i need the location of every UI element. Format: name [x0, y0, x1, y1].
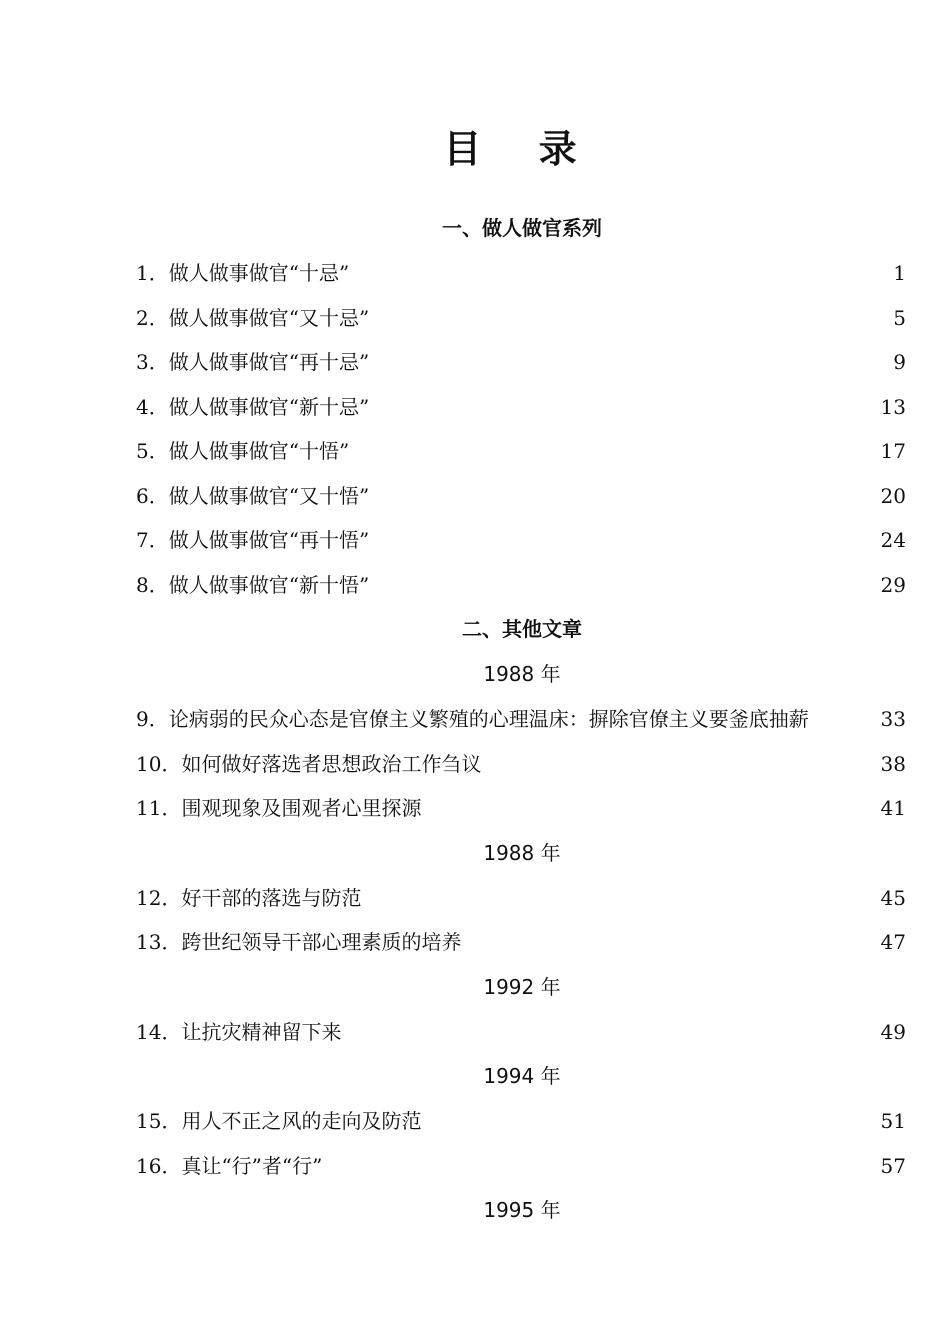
page-number: 24: [880, 528, 906, 552]
toc-entry[interactable]: [136, 1144, 906, 1189]
entry-title: 10．如何做好落选者思想政治工作刍议: [136, 751, 482, 776]
table-of-contents: [136, 206, 906, 1233]
entry-title: 11．围观现象及围观者心里探源: [136, 796, 422, 820]
section-heading: 二、其他文章: [462, 617, 582, 641]
entry-title: 7．做人做事做官“再十悟”: [136, 528, 370, 552]
toc-entry[interactable]: [136, 786, 906, 831]
year-heading: 1992 年: [483, 974, 561, 999]
page-number: 1: [893, 261, 906, 285]
toc-entry[interactable]: [136, 697, 906, 742]
toc-entry[interactable]: [136, 876, 906, 921]
entry-title: 1．做人做事做官“十忌”: [136, 261, 350, 285]
page-number: 29: [880, 572, 906, 597]
page-number: 57: [880, 1153, 906, 1178]
toc-entry[interactable]: [136, 429, 906, 474]
year-heading: 1995 年: [483, 1198, 561, 1222]
entry-title: 16．真让“行”者“行”: [136, 1153, 323, 1178]
page-number: 49: [880, 1019, 906, 1044]
entry-title: 4．做人做事做官“新十忌”: [136, 394, 370, 419]
entry-title: 12．好干部的落选与防范: [136, 885, 362, 910]
toc-entry[interactable]: [136, 920, 906, 965]
toc-entry[interactable]: [136, 742, 906, 787]
entry-title: 5．做人做事做官“十悟”: [136, 439, 350, 463]
toc-entry[interactable]: [136, 474, 906, 519]
entry-title: 15．用人不正之风的走向及防范: [136, 1109, 422, 1133]
page-number: 45: [880, 885, 906, 910]
toc-entry[interactable]: [136, 296, 906, 341]
entry-title: 2．做人做事做官“又十忌”: [136, 305, 370, 330]
year-heading: 1994 年: [483, 1064, 561, 1088]
entry-title: 3．做人做事做官“再十忌”: [136, 350, 370, 374]
entry-title: 9．论病弱的民众心态是官僚主义繁殖的心理温床：摒除官僚主义要釜底抽薪: [136, 707, 809, 731]
entry-title: 13．跨世纪领导干部心理素质的培养: [136, 930, 462, 954]
toc-entry[interactable]: [136, 251, 906, 296]
toc-entry[interactable]: [136, 563, 906, 608]
page-number: 33: [880, 707, 906, 731]
page-title: 目 录: [443, 127, 599, 171]
year-heading: 1988 年: [483, 840, 561, 865]
year-heading: 1988 年: [483, 662, 561, 686]
page-number: 20: [880, 483, 906, 508]
section-heading: 一、做人做官系列: [442, 216, 602, 240]
page-number: 51: [880, 1109, 906, 1133]
page-number: 47: [880, 930, 906, 954]
toc-entry[interactable]: [136, 1010, 906, 1055]
page-number: 41: [880, 796, 906, 820]
toc-entry[interactable]: [136, 340, 906, 385]
entry-title: 8．做人做事做官“新十悟”: [136, 572, 370, 597]
entry-title: 14．让抗灾精神留下来: [136, 1019, 342, 1044]
page-number: 5: [893, 305, 906, 330]
page-number: 13: [880, 394, 906, 419]
toc-entry[interactable]: [136, 1099, 906, 1144]
page-number: 9: [893, 350, 906, 374]
entry-title: 6．做人做事做官“又十悟”: [136, 483, 370, 508]
page-number: 17: [880, 439, 906, 463]
toc-entry[interactable]: [136, 518, 906, 563]
toc-entry[interactable]: [136, 385, 906, 430]
page-number: 38: [880, 751, 906, 776]
